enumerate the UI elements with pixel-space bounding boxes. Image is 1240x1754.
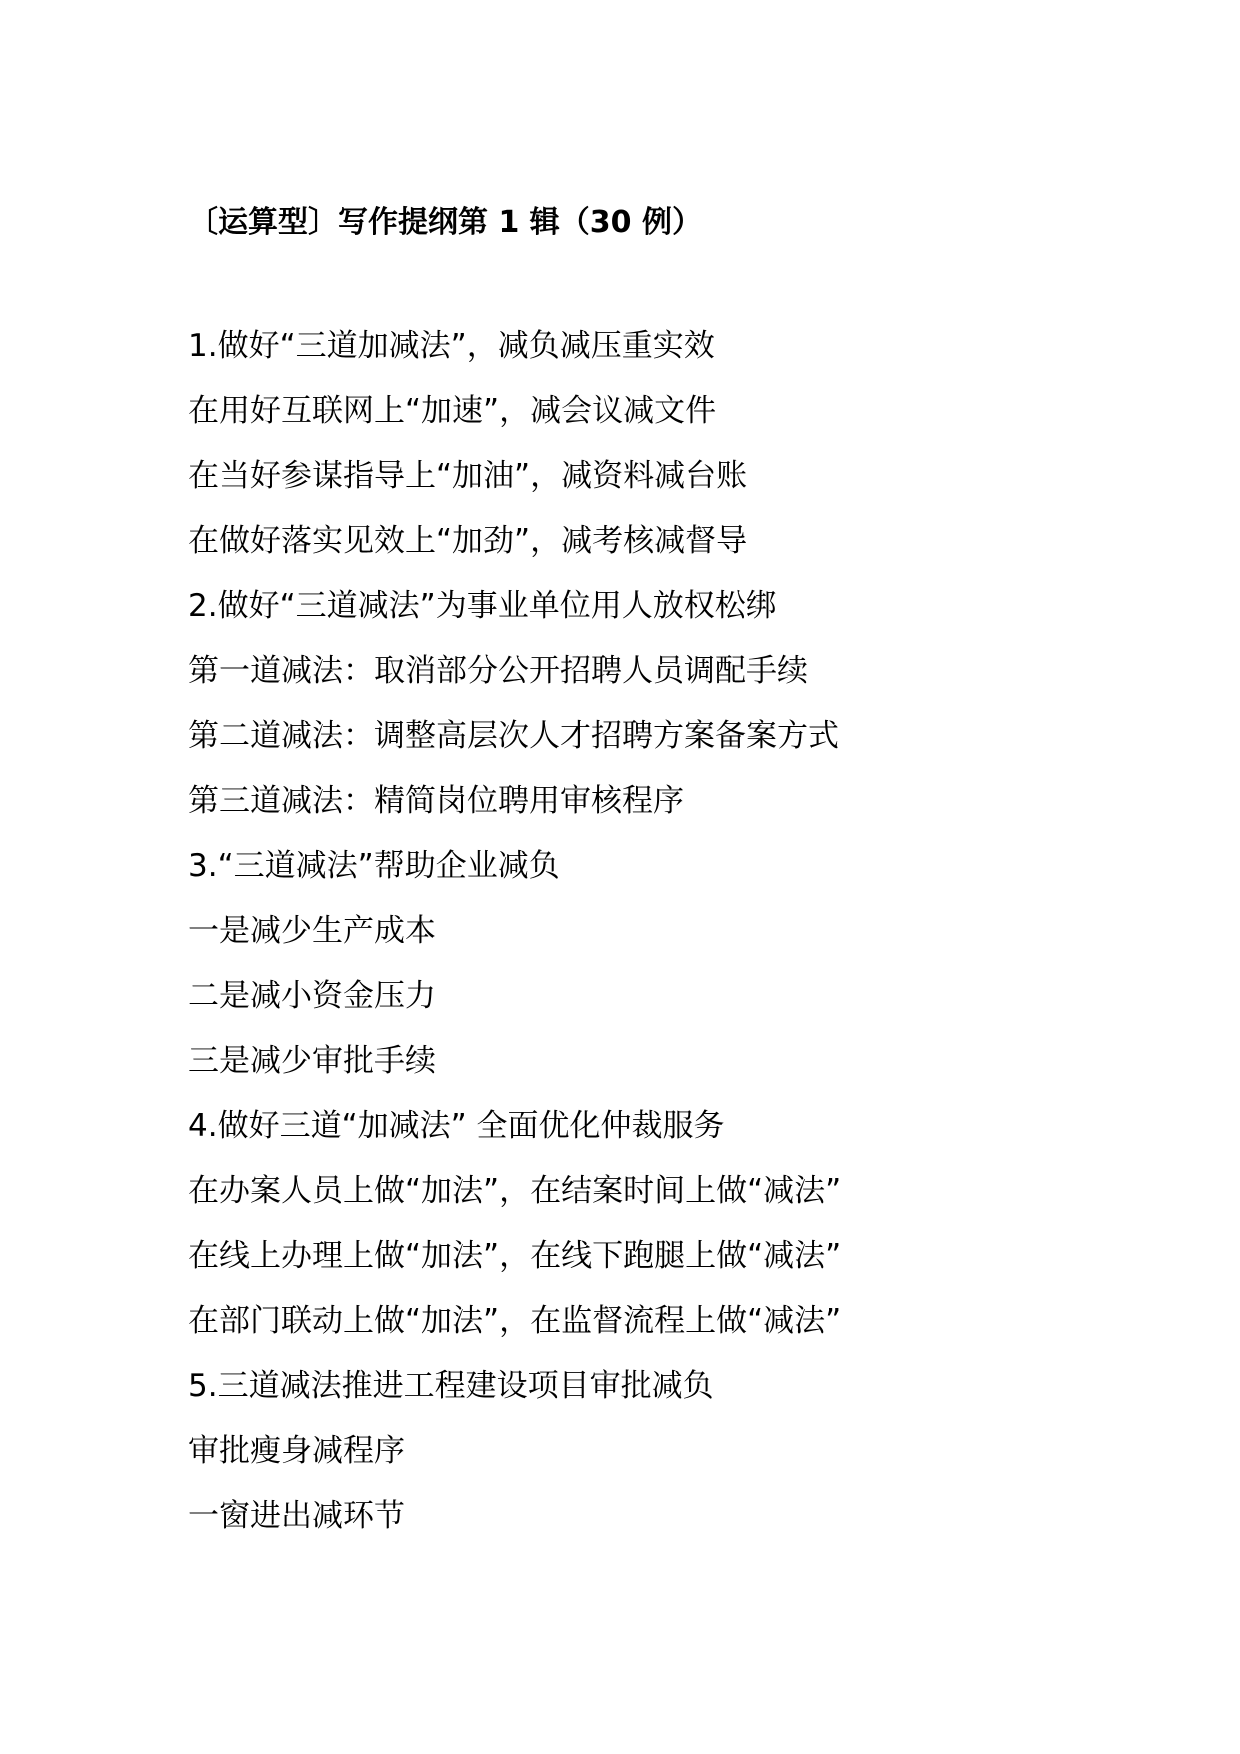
outline-line: 二是减小资金压力 bbox=[188, 978, 436, 1014]
outline-line: 在办案人员上做“加法”，在结案时间上做“减法” bbox=[188, 1173, 842, 1209]
outline-line: 一窗进出减环节 bbox=[188, 1498, 405, 1534]
document-body bbox=[188, 314, 1188, 1549]
outline-line: 第一道减法：取消部分公开招聘人员调配手续 bbox=[188, 653, 808, 689]
outline-item-4-heading: 4.做好三道“加减法” 全面优化仲裁服务 bbox=[188, 1108, 725, 1144]
outline-item-5-heading: 5.三道减法推进工程建设项目审批减负 bbox=[188, 1368, 714, 1404]
outline-line: 审批瘦身减程序 bbox=[188, 1433, 405, 1469]
outline-item-2-heading: 2.做好“三道减法”为事业单位用人放权松绑 bbox=[188, 588, 777, 624]
outline-line: 在用好互联网上“加速”，减会议减文件 bbox=[188, 393, 717, 429]
document-title: 〔运算型〕写作提纲第 1 辑（30 例） bbox=[188, 205, 702, 240]
outline-line: 在当好参谋指导上“加油”，减资料减台账 bbox=[188, 458, 748, 494]
outline-line: 一是减少生产成本 bbox=[188, 913, 436, 949]
outline-item-1-heading: 1.做好“三道加减法”，减负减压重实效 bbox=[188, 328, 715, 364]
outline-line: 第二道减法：调整高层次人才招聘方案备案方式 bbox=[188, 718, 839, 754]
outline-line: 在线上办理上做“加法”，在线下跑腿上做“减法” bbox=[188, 1238, 842, 1274]
outline-item-3-heading: 3.“三道减法”帮助企业减负 bbox=[188, 848, 560, 884]
outline-line: 第三道减法：精简岗位聘用审核程序 bbox=[188, 783, 684, 819]
outline-line: 在部门联动上做“加法”，在监督流程上做“减法” bbox=[188, 1303, 842, 1339]
outline-line: 在做好落实见效上“加劲”，减考核减督导 bbox=[188, 523, 748, 559]
outline-line: 三是减少审批手续 bbox=[188, 1043, 436, 1079]
